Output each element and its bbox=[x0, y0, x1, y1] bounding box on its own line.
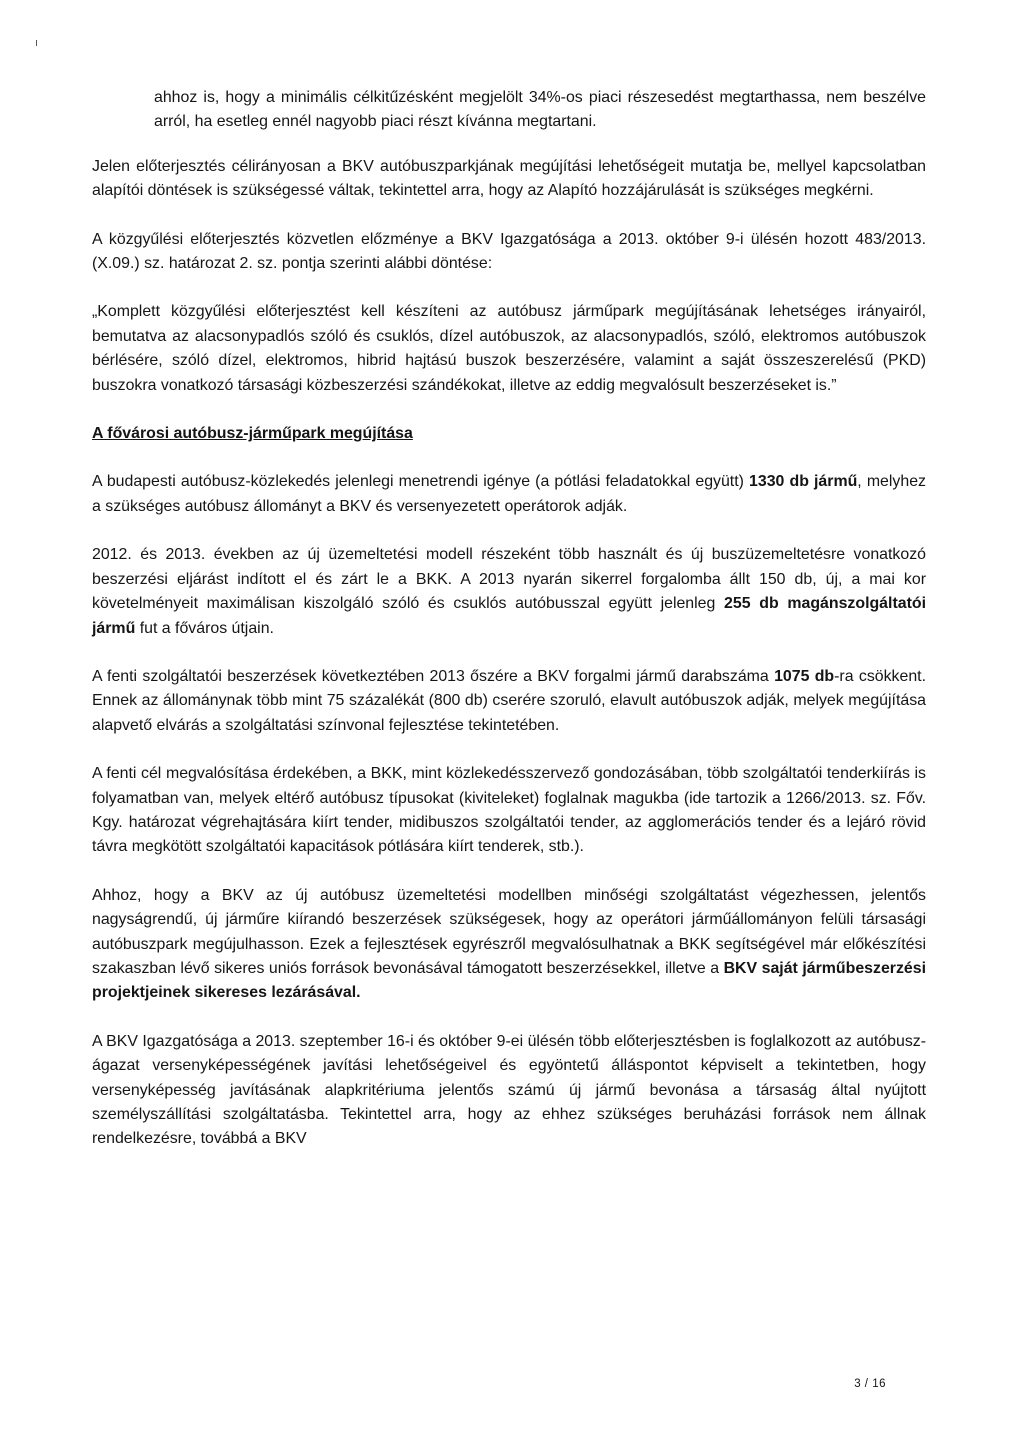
bold-run: 1330 db jármű bbox=[749, 473, 858, 491]
text-run: 2012. és 2013. években az új üzemeltetési modell részeként több használt és új buszüzemeltetésre vonatkozó beszerzési eljárást indított el és zárt le a BKK. A 2013 nyarán sikerrel forgalomba állt 150 db, új, a mai kor követelményeit maximálisan kiszolgáló szóló és csuklós autóbusszal együtt jelenleg bbox=[92, 546, 926, 613]
page-number: 3 / 16 bbox=[854, 1378, 886, 1390]
bold-run: BKV saját járműbeszerzési projektjeinek sikereses lezárásával. bbox=[92, 959, 926, 1002]
text-run: Ahhoz, hogy a BKV az új autóbusz üzemeltetési modellben minőségi szolgáltatást végezhessen, jelentős nagyságrendű, új járműre kiírandó beszerzések szükségesek, hogy az operátori járműállományon felüli társasági autóbuszpark megújulhasson. Ezek a fejlesztések egyrészről megvalósulhatnak a BKK segítségével már előkészítési szakaszban lévő sikeres uniós források bevonásával támogatott beszerzésekkel, illetve a bbox=[92, 886, 926, 977]
text-run: -ra csökkent. Ennek az állománynak több mint 75 százalékát (800 db) cserére szoruló, elavult autóbuszok adják, melyek megújítása alapvető elvárás a szolgáltatási színvonal fejlesztése tekintetében. bbox=[92, 667, 926, 734]
text-run: , melyhez a szükséges autóbusz állományt a BKV és versenyezetett operátorok adják. bbox=[92, 473, 926, 515]
paragraph-quality bbox=[92, 884, 926, 1006]
text-run: A budapesti autóbusz-közlekedés jelenlegi menetrendi igénye (a pótlási feladatokkal együtt) bbox=[92, 473, 750, 491]
paragraph-fleet-count bbox=[92, 665, 926, 738]
scan-artifact bbox=[36, 40, 37, 46]
section-heading: A fővárosi autóbusz-járműpark megújítása bbox=[92, 425, 413, 443]
bold-run: 255 db magánszolgáltatói jármű bbox=[92, 595, 926, 637]
paragraph-demand bbox=[92, 470, 926, 519]
text-run: A fenti szolgáltatói beszerzések következtében 2013 őszére a BKV forgalmi jármű darabszáma bbox=[92, 667, 775, 685]
bold-run: 1075 db bbox=[774, 667, 835, 685]
paragraph-tenders: A fenti cél megvalósítása érdekében, a BKK, mint közlekedésszervező gondozásában, több szolgáltatói tenderkiírás is folyamatban van, melyek eltérő autóbusz típusokat (kiviteleket) foglalnak magukba (ide tartozik a 1266/2013. sz. Főv. Kgy. határozat végrehajtására kiírt tender, midibuszos szolgáltatói tender, az agglomerációs tender és a lejáró rövid távra megkötött szolgáltatói kapacitások pótlására kiírt tenderek, stb.). bbox=[92, 765, 926, 856]
paragraph-quote: „Komplett közgyűlési előterjesztést kell készíteni az autóbusz járműpark megújításának lehetséges irányairól, bemutatva az alacsonypadlós szóló és csuklós, dízel autóbuszok, az alacsonypadlós, szóló, elektromos autóbuszok bérlésére, szóló dízel, elektromos, hibrid hajtású buszok beszerzésére, valamint a saját összeszerelésű (PKD) buszokra vonatkozó társasági közbeszerzési szándékokat, illetve az eddig megvalósult beszerzéseket is.” bbox=[92, 303, 926, 394]
paragraph-antecedent: A közgyűlési előterjesztés közvetlen előzménye a BKV Igazgatósága a 2013. október 9-i ülésén hozott 483/2013. (X.09.) sz. határozat 2. sz. pontja szerinti alábbi döntése: bbox=[92, 230, 926, 273]
paragraph-continuation: ahhoz is, hogy a minimális célkitűzésként megjelölt 34%-os piaci részesedést megtarthassa, nem beszélve arról, ha esetleg ennél nagyobb piaci részt kívánna megtartani. bbox=[154, 89, 926, 131]
text-run: fut a főváros útjain. bbox=[135, 619, 274, 637]
document-body bbox=[92, 86, 926, 1176]
paragraph-intro: Jelen előterjesztés célirányosan a BKV autóbuszparkjának megújítási lehetőségeit mutatja be, mellyel kapcsolatban alapítói döntések is szükségessé váltak, tekintettel arra, hogy az Alapító hozzájárulását is szükséges megkérni. bbox=[92, 157, 926, 200]
paragraph-board: A BKV Igazgatósága a 2013. szeptember 16-i és október 9-ei ülésén több előterjesztésben is foglalkozott az autóbusz-ágazat versenyképességének javítási lehetőségeivel és egyöntetű álláspontot képviselt a tekintetben, hogy versenyképesség javításának alapkritériuma jelentős számú új jármű bevonása a társaság által nyújtott személyszállítási szolgáltatásba. Tekintettel arra, hogy az ehhez szükséges beruházási források nem állnak rendelkezésre, továbbá a BKV bbox=[92, 1032, 926, 1148]
paragraph-procurement bbox=[92, 543, 926, 641]
